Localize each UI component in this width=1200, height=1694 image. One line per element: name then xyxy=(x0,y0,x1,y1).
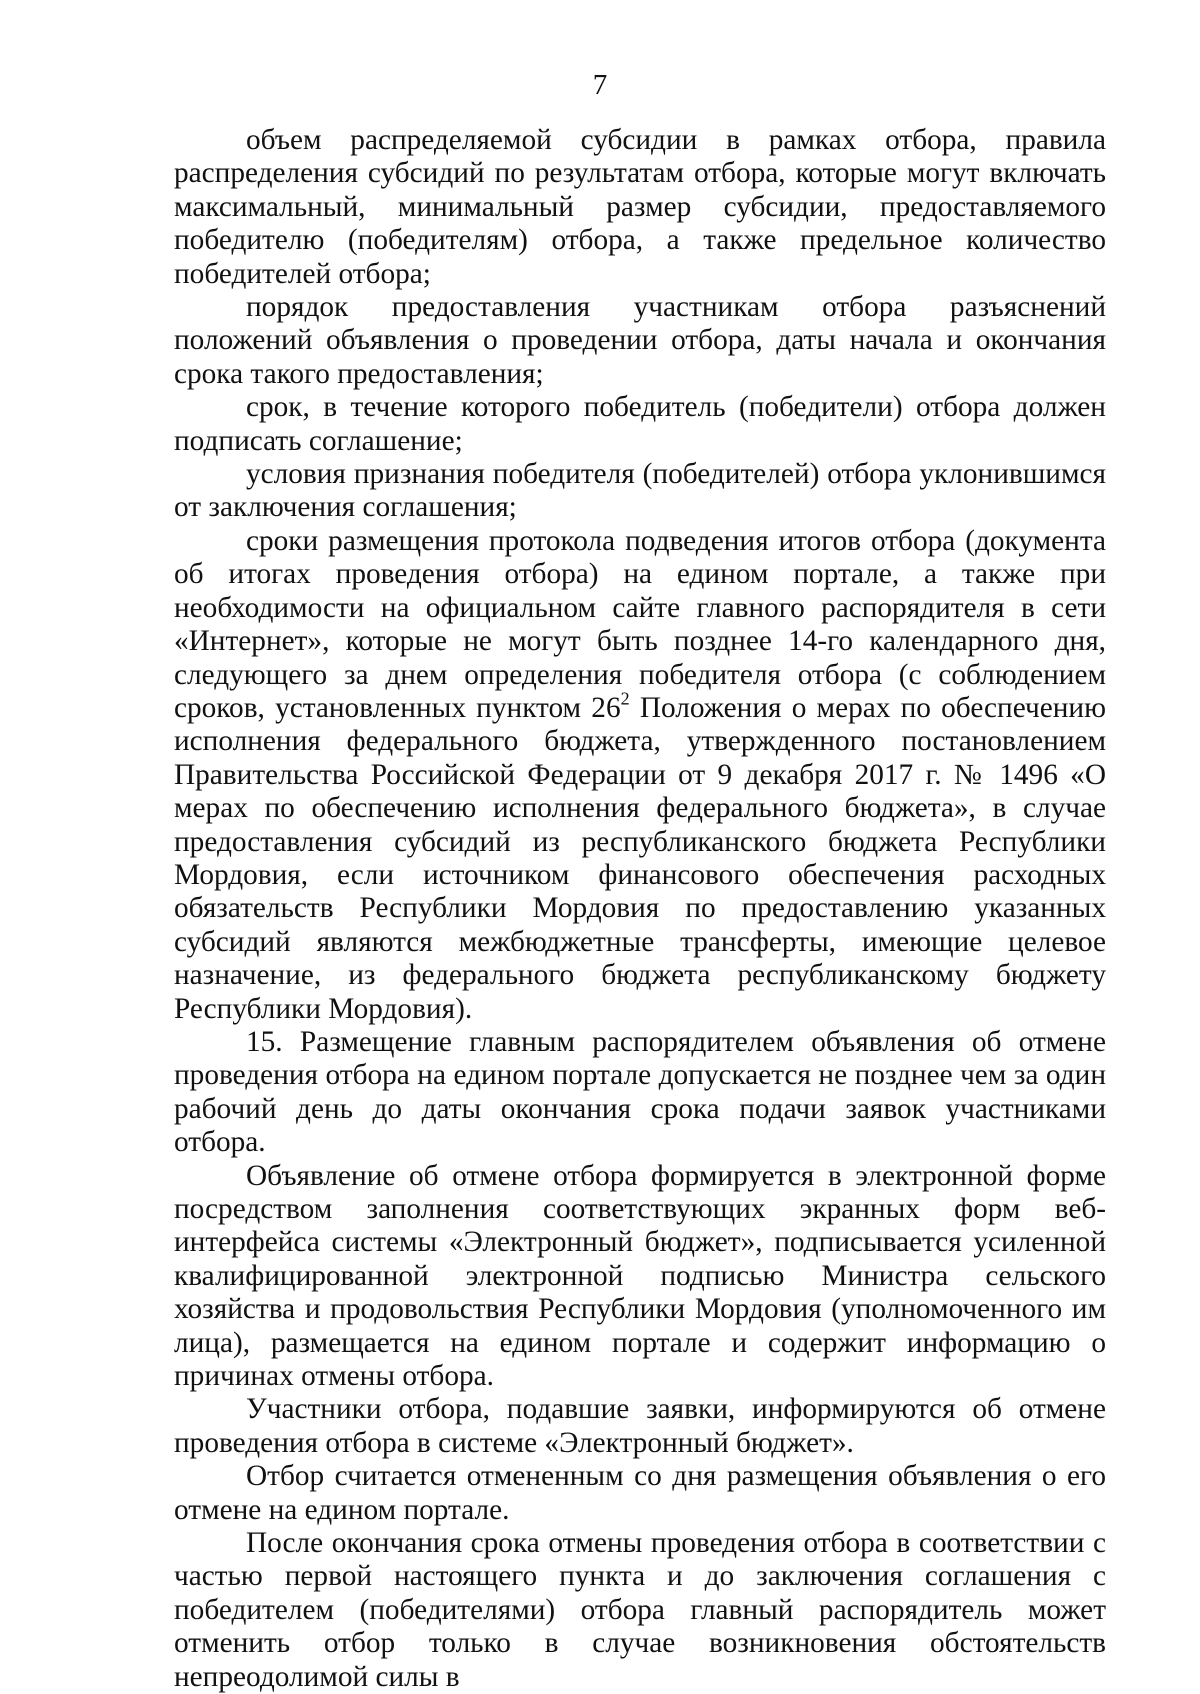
paragraph-protocol-deadlines xyxy=(174,525,1106,1026)
paragraph-force-majeure: После окончания срока отмены проведения отбора в соответствии с частью первой настоящего пункта и до заключения соглашения с победителем (победителями) отбора главный распорядитель может отменить отбор только в случае возникновения обстоятельств непреодолимой силы в xyxy=(174,1527,1106,1693)
paragraph-clarification-procedure: порядок предоставления участникам отбора разъяснений положений объявления о проведении отбора, даты начала и окончания срока такого предоставления; xyxy=(174,291,1106,390)
protocol-text-after: Положения о мерах по обеспечению исполнения федерального бюджета, утвержденного постановлением Правительства Российской Федерации от 9 декабря 2017 г. № 1496 «О мерах по обеспечению исполнения федерального бюджета», в случае предоставления субсидий из республиканского бюджета Республики Мордовия, если источником финансового обеспечения расходных обязательств Республики Мордовия по предоставлению указанных субсидий являются межбюджетные трансферты, имеющие целевое назначение, из федерального бюджета республиканскому бюджету Республики Мордовия). xyxy=(174,691,1106,1025)
paragraph-15-cancellation: 15. Размещение главным распорядителем объявления об отмене проведения отбора на едином портале допускается не позднее чем за один рабочий день до даты окончания срока подачи заявок участниками отбора. xyxy=(174,1025,1106,1159)
footnote-superscript: 2 xyxy=(620,688,630,709)
paragraph-cancellation-notice: Объявление об отмене отбора формируется в электронной форме посредством заполнения соответствующих экранных форм веб-интерфейса системы «Электронный бюджет», подписывается усиленной квалифицированной электронной подписью Министра сельского хозяйства и продовольствия Республики Мордовия (уполномоченного им лица), размещается на едином портале и содержит информацию о причинах отмены отбора. xyxy=(174,1159,1106,1393)
paragraph-participants-informed: Участники отбора, подавшие заявки, информируются об отмене проведения отбора в системе «Электронный бюджет». xyxy=(174,1393,1106,1459)
protocol-text-before: сроки размещения протокола подведения итогов отбора (документа об итогах проведения отбора) на едином портале, а также при необходимости на официальном сайте главного распорядителя в сети «Интернет», которые не могут быть позднее 14-го календарного дня, следующего за днем определения победителя отбора (с соблюдением сроков, установленных пунктом 26 xyxy=(174,524,1106,724)
document-body xyxy=(174,124,1106,1694)
paragraph-cancelled-date: Отбор считается отмененным со дня размещения объявления о его отмене на едином портале. xyxy=(174,1460,1106,1526)
page-number: 7 xyxy=(592,69,608,101)
paragraph-signing-deadline: срок, в течение которого победитель (победители) отбора должен подписать соглашение; xyxy=(174,391,1106,457)
paragraph-evasion-conditions: условия признания победителя (победителей) отбора уклонившимся от заключения соглашения; xyxy=(174,458,1106,524)
paragraph-subsidy-volume: объем распределяемой субсидии в рамках отбора, правила распределения субсидий по результатам отбора, которые могут включать максимальный, минимальный размер субсидии, предоставляемого победителю (победителям) отбора, а также предельное количество победителей отбора; xyxy=(174,124,1106,290)
